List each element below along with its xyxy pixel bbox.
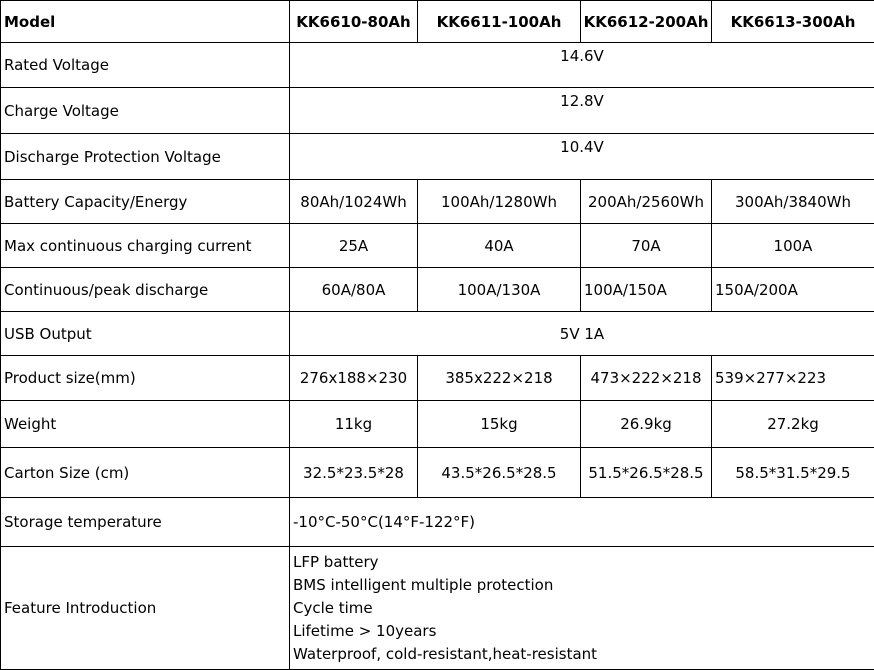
row-value: 14.6V	[290, 43, 874, 88]
row-label: Discharge Protection Voltage	[1, 134, 290, 180]
cell-value: 70A	[581, 224, 712, 268]
feature-list-cell	[290, 547, 874, 670]
header-model-2: KK6611-100Ah	[418, 1, 581, 43]
header-row	[1, 1, 874, 43]
cell-value: 539×277×223	[712, 356, 874, 401]
feature-item: Waterproof, cold-resistant,heat-resistant	[293, 644, 598, 663]
row-label: Battery Capacity/Energy	[1, 180, 290, 224]
feature-item: Lifetime > 10years	[293, 621, 437, 640]
row-rated-voltage	[1, 43, 874, 88]
feature-item: BMS intelligent multiple protection	[293, 575, 554, 594]
row-storage	[1, 498, 874, 547]
cell-value: 385x222×218	[418, 356, 581, 401]
row-label: Rated Voltage	[1, 43, 290, 88]
cell-value: 80Ah/1024Wh	[290, 180, 418, 224]
cell-value: 58.5*31.5*29.5	[712, 448, 874, 498]
cell-value: 100Ah/1280Wh	[418, 180, 581, 224]
row-capacity	[1, 180, 874, 224]
cell-value: 25A	[290, 224, 418, 268]
row-features	[1, 547, 874, 670]
cell-value: 100A/130A	[418, 268, 581, 312]
row-label: Weight	[1, 401, 290, 448]
cell-value: 150A/200A	[712, 268, 874, 312]
row-value: 10.4V	[290, 134, 874, 180]
cell-value: 473×222×218	[581, 356, 712, 401]
row-value: 5V 1A	[290, 312, 874, 356]
feature-item: Cycle time	[293, 598, 373, 617]
cell-value: 32.5*23.5*28	[290, 448, 418, 498]
row-usb	[1, 312, 874, 356]
row-label: Product size(mm)	[1, 356, 290, 401]
cell-value: 100A	[712, 224, 874, 268]
row-label: Charge Voltage	[1, 88, 290, 134]
row-max-charge	[1, 224, 874, 268]
cell-value: 11kg	[290, 401, 418, 448]
cell-value: 200Ah/2560Wh	[581, 180, 712, 224]
cell-value: 100A/150A	[581, 268, 712, 312]
cell-value: 60A/80A	[290, 268, 418, 312]
feature-list	[293, 551, 872, 666]
row-charge-voltage	[1, 88, 874, 134]
row-label: Storage temperature	[1, 498, 290, 547]
row-weight	[1, 401, 874, 448]
cell-value: 26.9kg	[581, 401, 712, 448]
row-label: Feature Introduction	[1, 547, 290, 670]
header-model-3: KK6612-200Ah	[581, 1, 712, 43]
header-model-4: KK6613-300Ah	[712, 1, 874, 43]
row-discharge-protection	[1, 134, 874, 180]
row-value: 12.8V	[290, 88, 874, 134]
cell-value: 27.2kg	[712, 401, 874, 448]
row-carton	[1, 448, 874, 498]
row-label: Carton Size (cm)	[1, 448, 290, 498]
row-label: USB Output	[1, 312, 290, 356]
cell-value: 43.5*26.5*28.5	[418, 448, 581, 498]
cell-value: 40A	[418, 224, 581, 268]
row-value: -10°C-50°C(14°F-122°F)	[290, 498, 874, 547]
row-label: Max continuous charging current	[1, 224, 290, 268]
cell-value: 15kg	[418, 401, 581, 448]
row-discharge	[1, 268, 874, 312]
cell-value: 300Ah/3840Wh	[712, 180, 874, 224]
row-label: Continuous/peak discharge	[1, 268, 290, 312]
cell-value: 276x188×230	[290, 356, 418, 401]
row-size	[1, 356, 874, 401]
header-model-1: KK6610-80Ah	[290, 1, 418, 43]
header-model: Model	[1, 1, 290, 43]
cell-value: 51.5*26.5*28.5	[581, 448, 712, 498]
feature-item: LFP battery	[293, 552, 379, 571]
